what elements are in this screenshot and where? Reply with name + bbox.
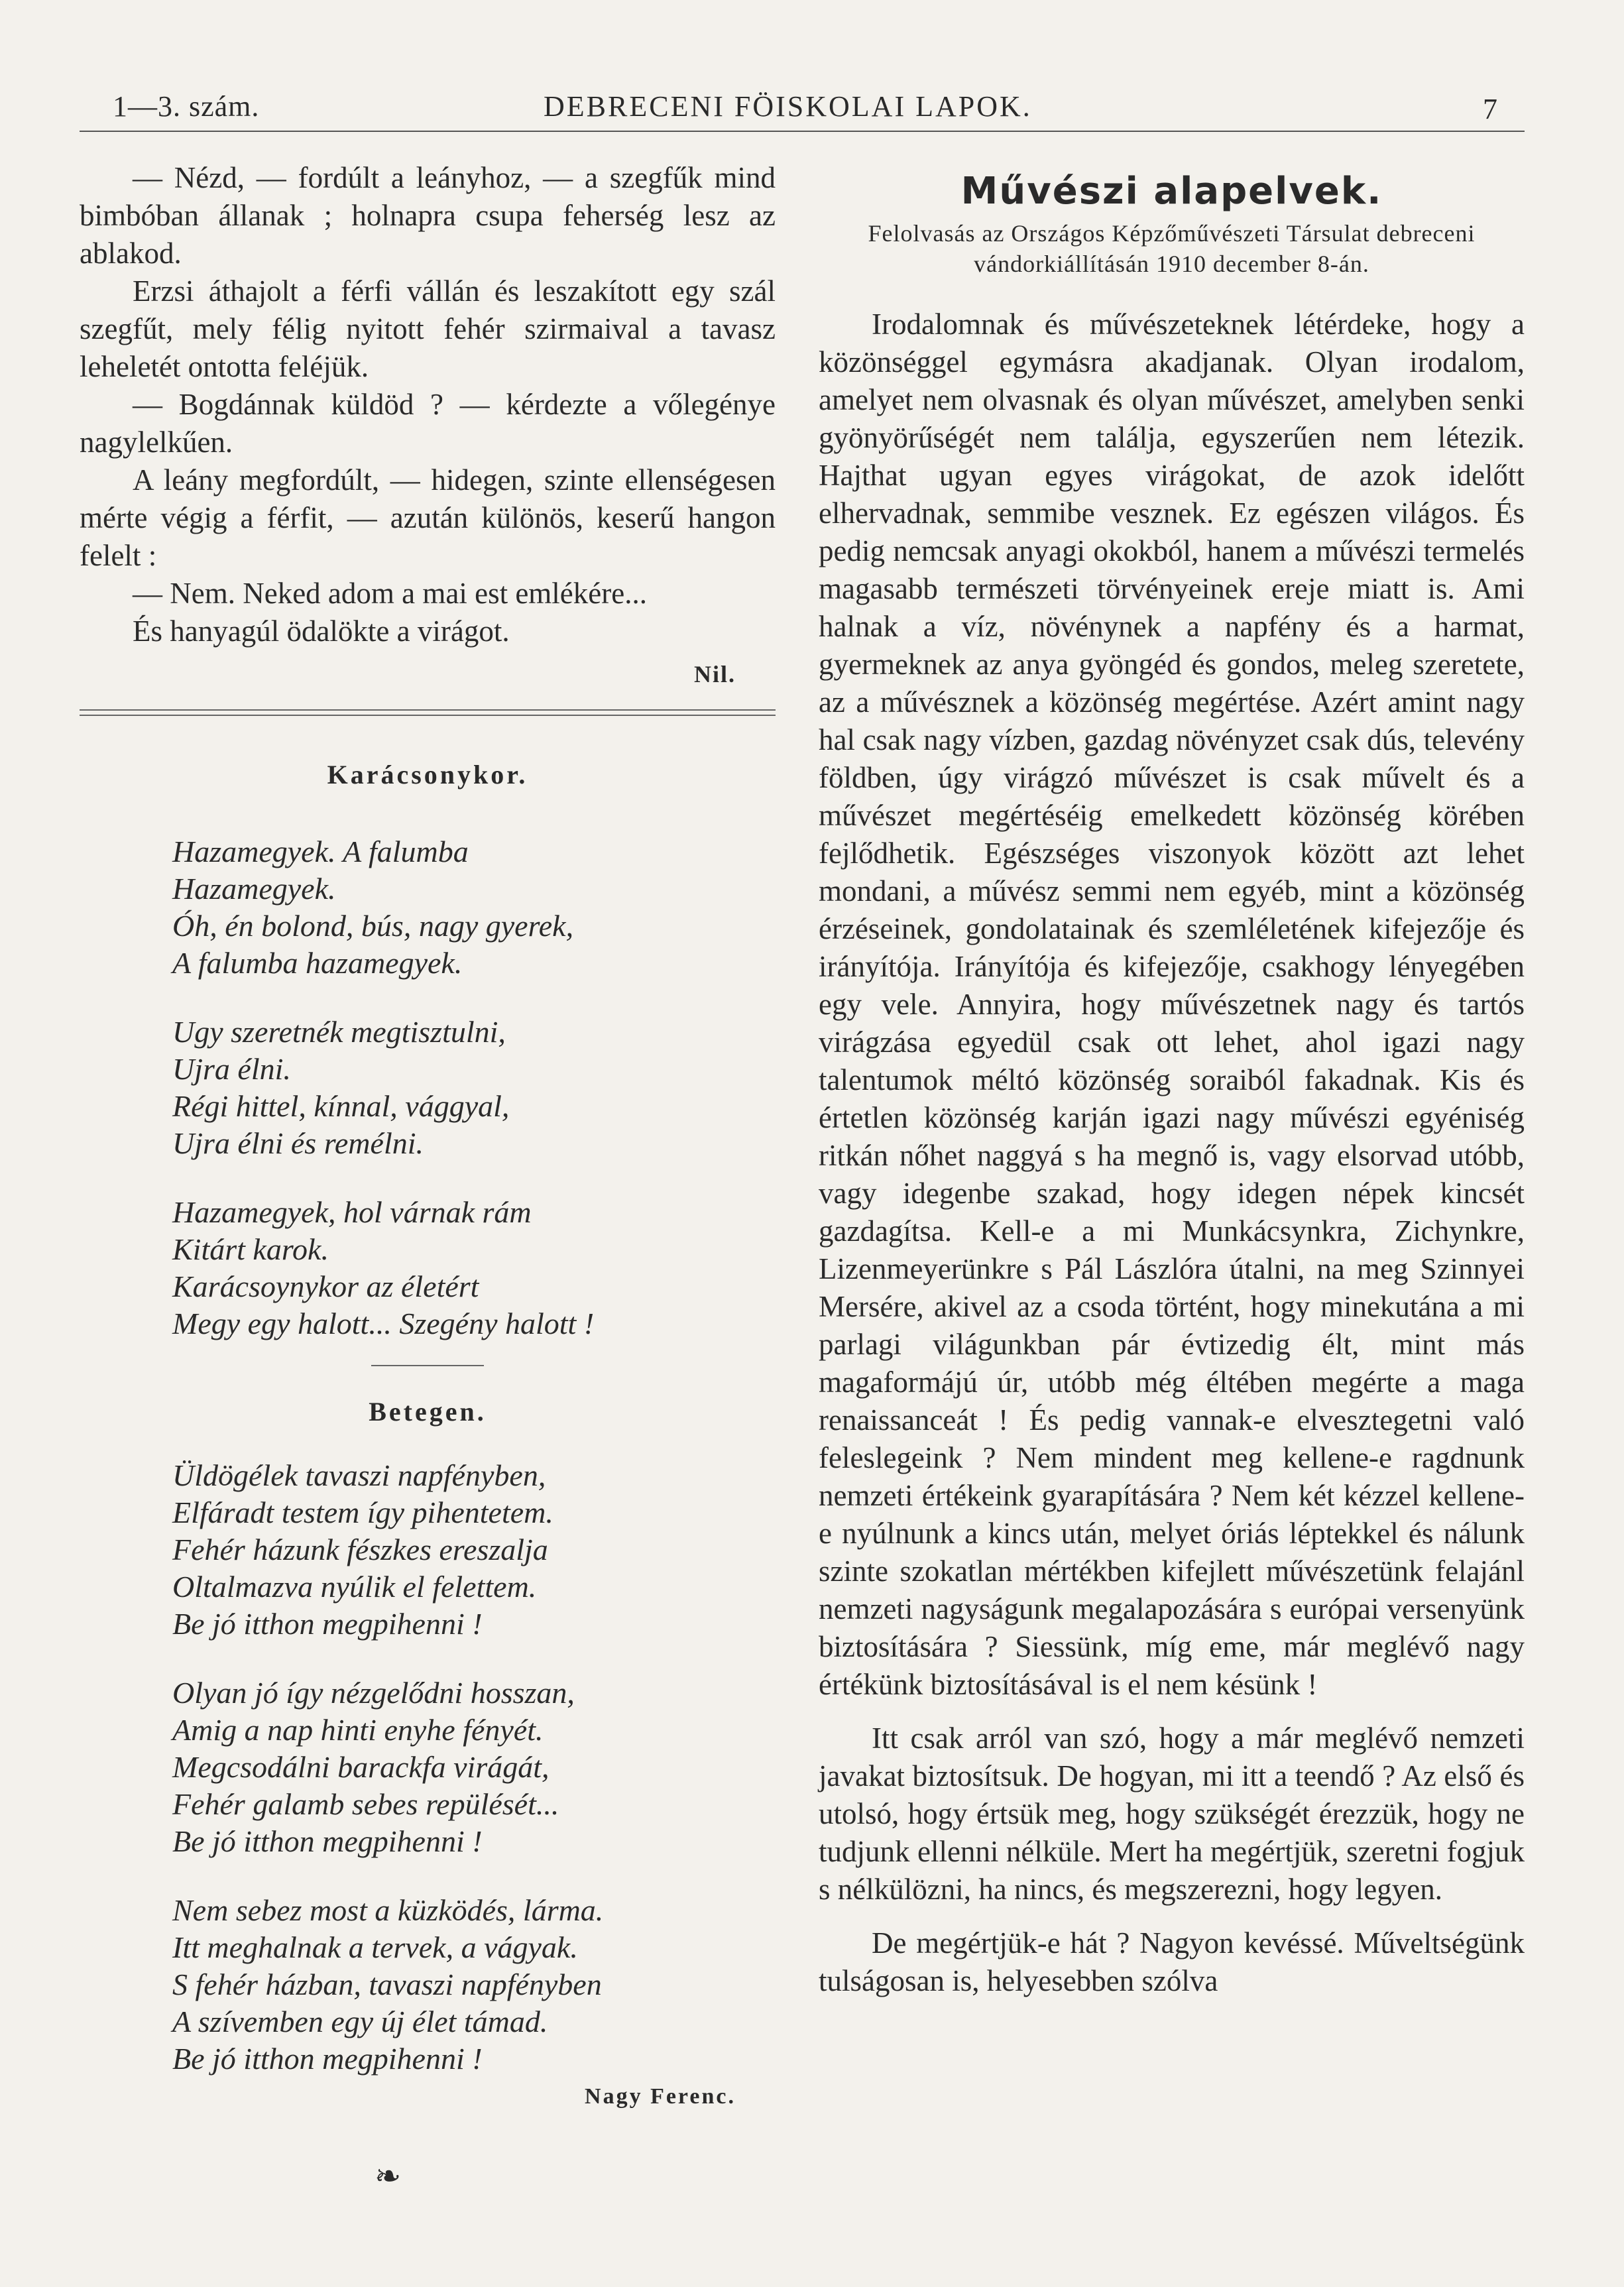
- story-paragraph: Erzsi áthajolt a férfi vállán és leszakított egy szál szegfűt, mely félig nyitott fehér szirmaival a tavasz leheletét ontotta feléjük.: [80, 274, 776, 383]
- article-title: Művészi alapelvek.: [960, 170, 1383, 213]
- story-paragraph: A leány megfordúlt, — hidegen, szinte ellenségesen mérte végig a férfit, — azután különös, keserű hangon felelt :: [80, 463, 776, 572]
- article-paragraph: Irodalomnak és művészeteknek létérdeke, hogy a közönséggel egymásra akadjanak. Olyan irodalom, amelyet nem olvasnak és olyan művészet, amelyben senki gyönyörűségét nem találja, egyszerűen nem létezik. Hajthat ugyan egyes virágokat, de azok idelőtt elhervadnak, semmibe vesznek. Ez egészen világos. És pedig nemcsak anyagi okokból, hanem a művészi termelés magasabb természeti törvényeinek ereje miatt is. Ami halnak a víz, növénynek a napfény és a harmat, gyermeknek az anya gyöngéd és gondos, meleg szeretete, az a művésznek a közönség megértése. Azért amint nagy hal csak nagy vízben, gazdag növényzet csak dús, televény földben, úgy virágzó művészet is csak művelt és a művészet megértéséig emelkedett közönség körében fejlődhetik. Egészséges viszonyok között azt lehet mondani, a művész semmi nem egyéb, mint a közönség érzéseinek, gondolatainak és szemléletének kifejezője és irányítója. Irányítója és kifejezője, csakhogy lényegében egy vele. Annyira, hogy művészetnek nagy és tartós virágzása egyedül csak ott lehet, ahol igazi nagy talentumok méltó közönség soraiból fakadnak. Kis és értetlen közönség karján igazi nagy művészi egyéniség ritkán nőhet naggyá s ha megnő is, vagy elsorvad utóbb, vagy idegenbe szakad, hogy idegen népek kincsét gazdagítsa. Kell-e a mi Munkácsynkra, Zichynkre, Lizenmeyerünkre s Pál Lászlóra útalni, na meg Szinnyei Mersére, akivel az a csoda történt, hogy minekutána a mi parlagi világunkban pár évtizedig élt, mint más magaformájú úr, utóbb még éltében megérte a maga renaissanceát ! És pedig vannak-e elvesztegetni való feleslegeink ? Nem mindent meg kellene-e ragdnunk nemzeti értékeink gyarapítására ? Nem két kézzel kellene-e nyúlnunk a kincs után, melyet óriás léptekkel és nálunk szinte szokatlan mértékben kifejlett művészetünk felajánl nemzeti nagyságunk megalapozására s európai versenyünk biztosítására ? Siessünk, míg eme, már meglévő nagy értékünk biztosításával is el nem késünk !: [819, 308, 1525, 1701]
- poem-stanza: [172, 833, 776, 982]
- poem-signature: Nagy Ferenc.: [585, 2084, 736, 2109]
- poem-line: Ugy szeretnék megtisztulni,: [172, 1015, 506, 1049]
- poem-stanza: [172, 1014, 776, 1162]
- poem-line: Ujra élni.: [172, 1052, 291, 1086]
- article-subtitle: Felolvasás az Országos Képzőművészeti Társulat debreceni vándorkiállításán 1910 december 8-án.: [868, 220, 1476, 277]
- poem-line: Kitárt karok.: [172, 1232, 329, 1266]
- poem-line: Régi hittel, kínnal, vággyal,: [172, 1089, 510, 1123]
- poem-line: Karácsoynykor az életért: [172, 1269, 479, 1303]
- poem-line: Megy egy halott... Szegény halott !: [172, 1307, 595, 1340]
- poem-line: Nem sebez most a küzködés, lárma.: [172, 1893, 604, 1927]
- story-signature: Nil.: [693, 661, 736, 687]
- section-divider: [80, 709, 776, 716]
- right-column: [819, 159, 1525, 2000]
- story-paragraph: — Bogdánnak küldöd ? — kérdezte a vőlegénye nagylelkűen.: [80, 388, 776, 459]
- issue-number: 1—3. szám.: [113, 90, 260, 123]
- poem-line: Fehér házunk fészkes ereszalja: [172, 1533, 548, 1566]
- journal-title: DEBRECENI FÖISKOLAI LAPOK.: [544, 90, 1032, 123]
- poem-line: A falumba hazamegyek.: [172, 946, 463, 980]
- poem-line: Be jó itthon megpihenni !: [172, 1607, 483, 1641]
- poem-line: Üldögélek tavaszi napfényben,: [172, 1458, 546, 1492]
- poem-line: Fehér galamb sebes repülését...: [172, 1787, 559, 1821]
- poem-line: A szívemben egy új élet támad.: [172, 2005, 548, 2038]
- poem-stanza: [172, 1194, 776, 1342]
- poem-line: Hazamegyek. A falumba: [172, 835, 469, 868]
- poem-line: Itt meghalnak a tervek, a vágyak.: [172, 1930, 578, 1964]
- poem-line: Hazamegyek, hol várnak rám: [172, 1195, 532, 1229]
- poem-line: S fehér házban, tavaszi napfényben: [172, 1967, 602, 2001]
- poem-stanza: [172, 1892, 776, 2078]
- poem-line: Óh, én bolond, bús, nagy gyerek,: [172, 909, 574, 943]
- poem-title: Betegen.: [369, 1397, 487, 1427]
- poem-line: Hazamegyek.: [172, 872, 336, 906]
- article-paragraph: Itt csak arról van szó, hogy a már meglévő nemzeti javakat biztosítsuk. De hogyan, mi itt a teendő ? Az első és utolsó, hogy értsük meg, hogy szükségét érezzük, hogy ne tudjunk ellenni nélküle. Mert ha megértjük, szeretni fogjuk s nélkülözni, ha nincs, és megszerezni, hogy legyen.: [819, 1722, 1525, 1906]
- header-rule: [80, 131, 1525, 132]
- article-paragraph: De megértjük-e hát ? Nagyon kevéssé. Műveltségünk tulságosan is, helyesebben szólva: [819, 1926, 1525, 1997]
- poem-divider: [371, 1365, 484, 1366]
- story-paragraph: — Nézd, — fordúlt a leányhoz, — a szegfűk mind bimbóban állanak ; holnapra csupa feherség lesz az ablakod.: [80, 161, 776, 270]
- poem-line: Amig a nap hinti enyhe fényét.: [172, 1713, 544, 1747]
- left-column: [80, 159, 776, 2115]
- poem-line: Be jó itthon megpihenni !: [172, 2042, 483, 2076]
- poem-line: Olyan jó így nézgelődni hosszan,: [172, 1676, 575, 1710]
- poem-line: Oltalmazva nyúlik el felettem.: [172, 1570, 537, 1604]
- poem-stanza: [172, 1457, 776, 1643]
- poem-line: Megcsodálni barackfa virágát,: [172, 1750, 550, 1784]
- story-paragraph: És hanyagúl ödalökte a virágot.: [133, 615, 510, 648]
- story-paragraph: — Nem. Neked adom a mai est emlékére...: [133, 577, 647, 610]
- poem-line: Be jó itthon megpihenni !: [172, 1824, 483, 1858]
- page-number: 7: [1483, 93, 1498, 125]
- poem-line: Elfáradt testem így pihentetem.: [172, 1495, 553, 1529]
- poem-title: Karácsonykor.: [327, 760, 528, 790]
- poem-line: Ujra élni és remélni.: [172, 1126, 424, 1160]
- poem-stanza: [172, 1674, 776, 1860]
- page-header: [80, 83, 1525, 129]
- ornament-icon: ❧: [375, 2159, 402, 2194]
